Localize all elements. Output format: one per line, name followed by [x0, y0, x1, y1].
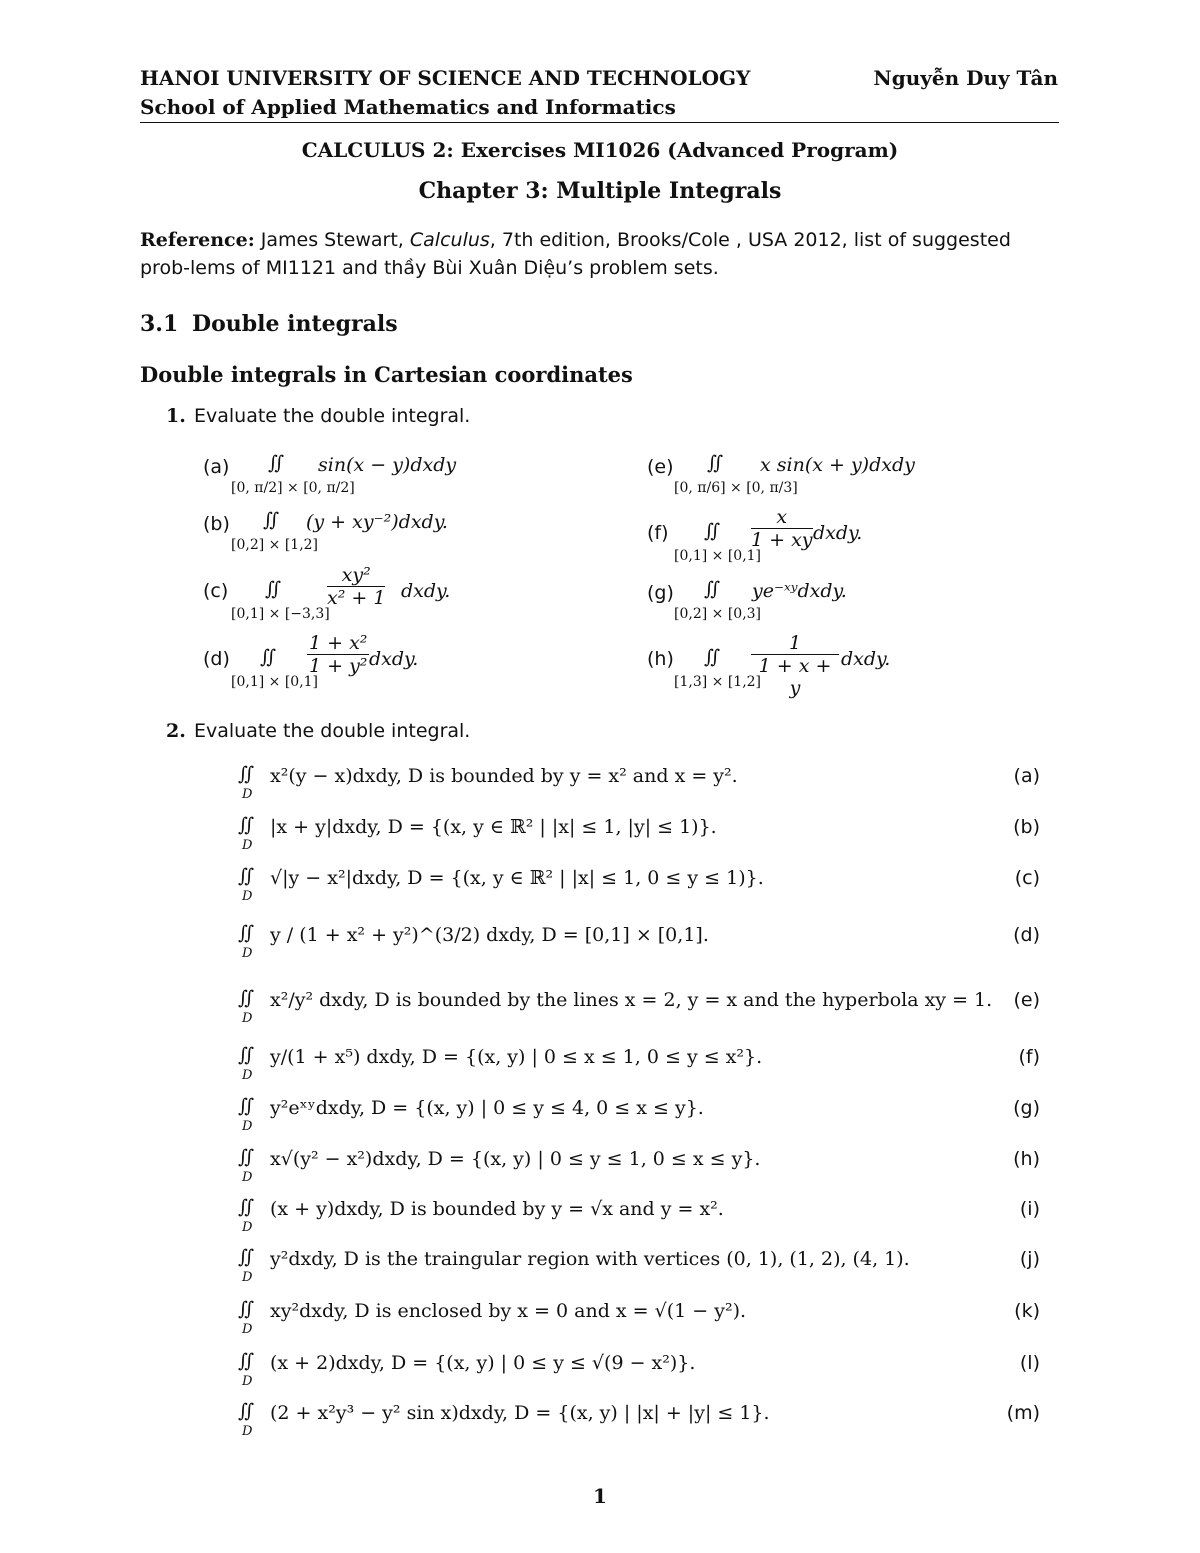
integral-statement: |x + y|dxdy, D = {(x, y ∈ ℝ² | |x| ≤ 1, |y| ≤ 1)}.: [270, 816, 717, 838]
chapter-title: Chapter 3: Multiple Integrals: [418, 178, 782, 204]
item-label: (f): [647, 522, 669, 544]
problem-2-item-d: [190, 916, 1040, 964]
integral-statement: (2 + x²y³ − y² sin x)dxdy, D = {(x, y) | |x| + |y| ≤ 1}.: [270, 1402, 770, 1424]
problem-1-item-f: [647, 506, 1047, 564]
item-label: (m): [1006, 1402, 1040, 1424]
differential: dxdy.: [369, 648, 419, 670]
integration-domain: [0,1] × [0,1]: [231, 674, 319, 690]
numerator: 1: [751, 632, 839, 655]
item-label: (e): [1013, 989, 1040, 1011]
problem-2-item-b: [190, 808, 1040, 856]
region-label: D: [242, 1322, 253, 1337]
item-label: (f): [1018, 1046, 1040, 1068]
differential: dxdy.: [401, 580, 451, 602]
item-label: (k): [1014, 1300, 1040, 1322]
reference-text-before: James Stewart,: [254, 229, 410, 251]
item-label: (d): [203, 648, 230, 670]
item-label: (i): [1019, 1198, 1040, 1220]
double-integral-sign: ∬: [238, 1146, 255, 1168]
integration-domain: [1,3] × [1,2]: [674, 674, 762, 690]
double-integral-sign: ∬: [238, 1044, 255, 1066]
problem-2-item-i: [190, 1190, 1040, 1238]
double-integral-sign: ∬: [268, 452, 285, 474]
university-name: HANOI UNIVERSITY OF SCIENCE AND TECHNOLOGY: [140, 66, 751, 90]
problem-2-item-f: [190, 1038, 1040, 1086]
integration-domain: [0,1] × [0,1]: [674, 548, 762, 564]
double-integral-sign: ∬: [260, 646, 277, 668]
integral-statement: y / (1 + x² + y²)^(3/2) dxdy, D = [0,1] × [0,1].: [270, 924, 709, 946]
item-label: (l): [1019, 1352, 1040, 1374]
region-label: D: [242, 1220, 253, 1235]
item-label: (h): [647, 648, 674, 670]
numerator: xy²: [327, 564, 385, 587]
double-integral-sign: ∬: [238, 1246, 255, 1268]
author-name: Nguyễn Duy Tân: [873, 66, 1058, 90]
problem-1-item-h: [647, 632, 1047, 699]
double-integral-sign: ∬: [238, 987, 255, 1009]
subsection-heading: Double integrals in Cartesian coordinates: [140, 362, 633, 387]
integral-statement: x²(y − x)dxdy, D is bounded by y = x² and x = y².: [270, 765, 738, 787]
integration-domain: [0, π/2] × [0, π/2]: [231, 480, 355, 496]
fraction: [751, 632, 839, 699]
integrand: x sin(x + y)dxdy: [760, 454, 915, 476]
integral-statement: (x + 2)dxdy, D = {(x, y) | 0 ≤ y ≤ √(9 − x²)}.: [270, 1352, 696, 1374]
reference-paragraph: [140, 226, 1060, 282]
region-label: D: [242, 1011, 253, 1026]
double-integral-sign: ∬: [263, 509, 280, 531]
problem-2-item-j: [190, 1240, 1040, 1288]
item-label: (c): [203, 580, 229, 602]
double-integral-sign: ∬: [238, 1400, 255, 1422]
region-label: D: [242, 1270, 253, 1285]
problem-2-item-h: [190, 1140, 1040, 1188]
double-integral-sign: ∬: [238, 1095, 255, 1117]
region-label: D: [242, 787, 253, 802]
item-label: (g): [1013, 1097, 1040, 1119]
double-integral-sign: ∬: [238, 1196, 255, 1218]
problem-2-prompt: Evaluate the double integral.: [194, 720, 471, 742]
problem-1-item-e: [647, 446, 1047, 496]
section-number: 3.1: [140, 311, 179, 337]
denominator: 1 + x + y: [758, 655, 832, 699]
region-label: D: [242, 1374, 253, 1389]
problem-1-number: 1.: [166, 405, 186, 427]
double-integral-sign: ∬: [707, 452, 724, 474]
integral-statement: x√(y² − x²)dxdy, D = {(x, y) | 0 ≤ y ≤ 1, 0 ≤ x ≤ y}.: [270, 1148, 761, 1170]
numerator: 1 + x²: [309, 632, 368, 654]
region-label: D: [242, 1068, 253, 1083]
integration-domain: [0,2] × [0,3]: [674, 606, 762, 622]
differential: dxdy.: [813, 522, 863, 544]
double-integral-sign: ∬: [704, 578, 721, 600]
item-label: (d): [1013, 924, 1040, 946]
section-heading: [140, 311, 398, 337]
integral-statement: xy²dxdy, D is enclosed by x = 0 and x = √(1 − y²).: [270, 1300, 747, 1322]
double-integral-sign: ∬: [238, 1298, 255, 1320]
numerator: x: [751, 506, 813, 529]
problem-1-prompt: Evaluate the double integral.: [194, 405, 471, 427]
region-label: D: [242, 889, 253, 904]
problem-2-item-e: [190, 981, 1040, 1029]
fraction: [327, 564, 385, 609]
integral-statement: x²/y² dxdy, D is bounded by the lines x = 2, y = x and the hyperbola xy = 1.: [270, 989, 993, 1011]
integral-statement: y²dxdy, D is the traingular region with vertices (0, 1), (1, 2), (4, 1).: [270, 1248, 910, 1270]
integral-statement: y/(1 + x⁵) dxdy, D = {(x, y) | 0 ≤ x ≤ 1, 0 ≤ y ≤ x²}.: [270, 1046, 763, 1068]
problem-2-heading: [166, 720, 470, 742]
denominator: 1 + xy: [751, 529, 813, 551]
double-integral-sign: ∬: [238, 814, 255, 836]
problem-1-item-a: [203, 446, 603, 496]
problem-1-item-b: [203, 503, 603, 553]
problem-1-item-d: [203, 632, 603, 690]
double-integral-sign: ∬: [238, 922, 255, 944]
problem-1-heading: [166, 405, 470, 427]
integration-domain: [0,2] × [1,2]: [231, 537, 319, 553]
denominator: x² + 1: [327, 587, 386, 609]
problem-2-item-g: [190, 1089, 1040, 1137]
item-label: (h): [1013, 1148, 1040, 1170]
item-label: (a): [203, 456, 230, 478]
region-label: D: [242, 838, 253, 853]
integral-statement: √|y − x²|dxdy, D = {(x, y ∈ ℝ² | |x| ≤ 1, 0 ≤ y ≤ 1)}.: [270, 867, 764, 889]
problem-2-item-k: [190, 1292, 1040, 1340]
integrand: (y + xy⁻²)dxdy.: [306, 511, 448, 533]
integrand: ye⁻ˣʸdxdy.: [752, 580, 847, 602]
problem-2-item-l: [190, 1344, 1040, 1392]
double-integral-sign: ∬: [238, 763, 255, 785]
differential: dxdy.: [841, 648, 891, 670]
problem-1-item-c: [203, 564, 603, 622]
integration-domain: [0,1] × [−3,3]: [231, 606, 330, 622]
problem-1-item-g: [647, 572, 1047, 622]
region-label: D: [242, 946, 253, 961]
school-name: School of Applied Mathematics and Informatics: [140, 95, 676, 119]
item-label: (c): [1014, 867, 1040, 889]
item-label: (j): [1019, 1248, 1040, 1270]
region-label: D: [242, 1170, 253, 1185]
header-rule: [140, 122, 1059, 123]
problem-2-item-c: [190, 859, 1040, 907]
item-label: (b): [203, 513, 230, 535]
reference-text-after: , 7th edition, Brooks/Cole , USA 2012, list of suggested prob-lems of MI1121 and thầy Bùi Xuân Diệu’s problem sets.: [140, 229, 1011, 279]
item-label: (a): [1013, 765, 1040, 787]
double-integral-sign: ∬: [704, 520, 721, 542]
fraction: [751, 506, 813, 551]
double-integral-sign: ∬: [238, 865, 255, 887]
denominator: 1 + y²: [308, 655, 368, 677]
problem-2-item-a: [190, 757, 1040, 805]
region-label: D: [242, 1424, 253, 1439]
item-label: (e): [647, 456, 674, 478]
integral-statement: (x + y)dxdy, D is bounded by y = √x and y = x².: [270, 1198, 724, 1220]
reference-book: Calculus: [409, 229, 490, 251]
integration-domain: [0, π/6] × [0, π/3]: [674, 480, 798, 496]
page-number: 1: [593, 1484, 607, 1508]
double-integral-sign: ∬: [704, 646, 721, 668]
section-title: Double integrals: [192, 311, 398, 337]
integral-statement: y²eˣʸdxdy, D = {(x, y) | 0 ≤ y ≤ 4, 0 ≤ x ≤ y}.: [270, 1097, 704, 1119]
region-label: D: [242, 1119, 253, 1134]
item-label: (g): [647, 582, 674, 604]
item-label: (b): [1013, 816, 1040, 838]
problem-2-number: 2.: [166, 720, 186, 742]
integrand: sin(x − y)dxdy: [318, 454, 457, 476]
fraction: [307, 632, 369, 677]
double-integral-sign: ∬: [265, 578, 282, 600]
reference-label: Reference:: [140, 229, 255, 251]
course-title: CALCULUS 2: Exercises MI1026 (Advanced Program): [301, 138, 899, 162]
problem-2-item-m: [190, 1394, 1040, 1442]
double-integral-sign: ∬: [238, 1350, 255, 1372]
